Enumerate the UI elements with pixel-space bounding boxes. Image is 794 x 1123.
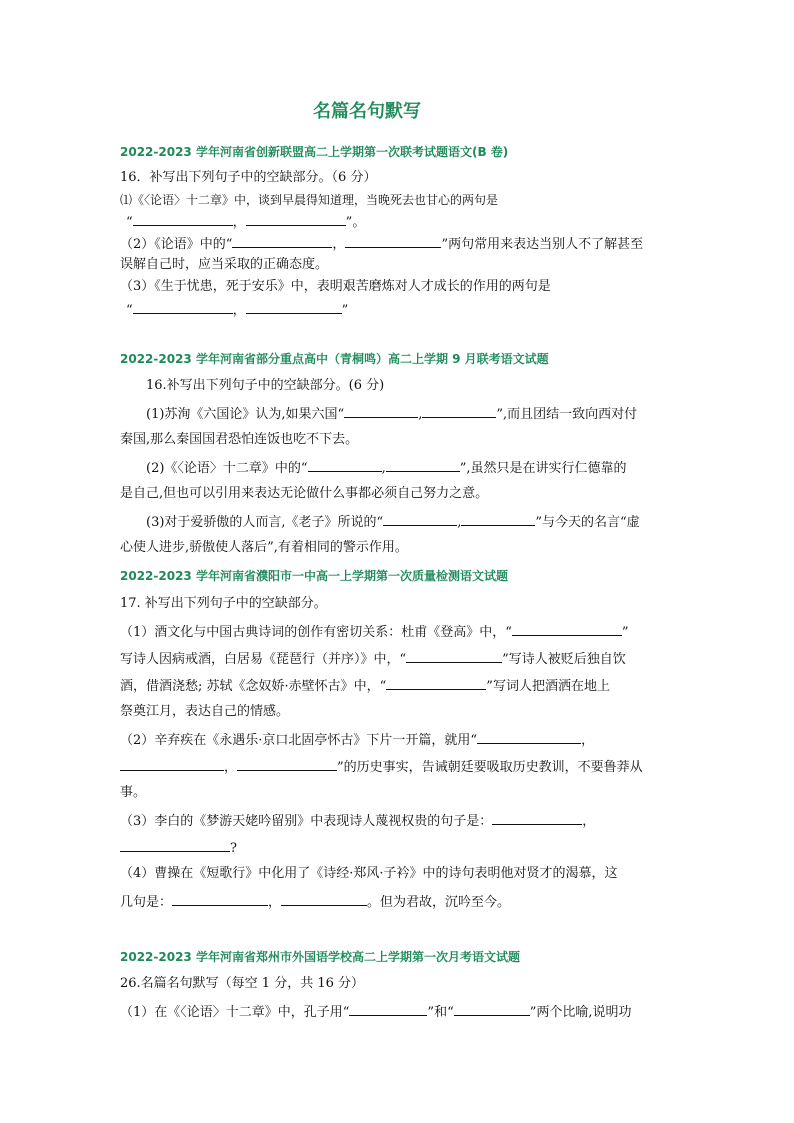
- question-line: 16.补写出下列句子中的空缺部分。(6 分): [146, 378, 385, 393]
- answer-blank: [461, 513, 535, 526]
- question-line: （1）酒文化与中国古典诗词的创作有密切关系：杜甫《登高》中，“ ”: [120, 625, 629, 640]
- answer-blank: [386, 459, 460, 472]
- section-heading: 2022-2023 学年河南省创新联盟高二上学期第一次联考试题语文(B 卷): [120, 145, 509, 159]
- question-line: 26.名篇名句默写（每空 1 分，共 16 分）: [120, 976, 365, 991]
- answer-blank: [246, 213, 346, 226]
- answer-blank: [386, 677, 486, 690]
- question-line: 心使人进步,骄傲使人落后”,有着相同的警示作用。: [120, 540, 408, 555]
- question-line: “ ， ”: [126, 303, 349, 318]
- question-line: “ ， ”。: [126, 215, 366, 230]
- answer-blank: [246, 301, 342, 314]
- answer-blank: [133, 213, 233, 226]
- question-line: ， ”的历史事实，告诫朝廷要吸取历史教训，不要鲁莽从: [120, 758, 643, 776]
- question-line: 秦国,那么秦国国君恐怕连饭也吃不下去。: [120, 432, 359, 447]
- answer-blank: [454, 1003, 530, 1016]
- answer-blank: [133, 301, 233, 314]
- answer-blank: [422, 405, 496, 418]
- answer-blank: [120, 839, 230, 852]
- answer-blank: [349, 1003, 427, 1016]
- question-line: 几句是： ， 。但为君故，沉吟至今。: [120, 895, 511, 910]
- question-line: 17. 补写出下列句子中的空缺部分。: [120, 596, 327, 611]
- question-line: 16．补写出下列句子中的空缺部分。（6 分）: [120, 170, 377, 185]
- question-line: 祭奠江月，表达自己的情感。: [120, 704, 290, 719]
- question-line: 酒，借酒浇愁; 苏轼《念奴娇·赤壁怀古》中，“ ”写词人把酒洒在地上: [120, 679, 610, 694]
- question-line: ?: [120, 839, 237, 857]
- answer-blank: [477, 731, 581, 744]
- question-line: (2)《〈论语〉十二章》中的“ , ”,虽然只是在讲实行仁德靠的: [146, 461, 627, 476]
- question-line: （2）《论语》中的“ ， ”两句常用来表达当别人不了解甚至: [120, 237, 644, 252]
- question-line: ⑴《〈论语〉十二章》中，谈到早晨得知道理，当晚死去也甘心的两句是: [120, 193, 499, 207]
- section-heading: 2022-2023 学年河南省郑州市外国语学校高二上学期第一次月考语文试题: [120, 950, 520, 964]
- answer-blank: [237, 758, 337, 771]
- question-line: （4）曹操在《短歌行》中化用了《诗经·郑风·子衿》中的诗句表明他对贤才的渴慕，这: [120, 866, 618, 881]
- answer-blank: [406, 650, 502, 663]
- answer-blank: [512, 623, 622, 636]
- answer-blank: [344, 405, 418, 418]
- question-line: （3）李白的《梦游天姥吟留别》中表现诗人蔑视权贵的句子是： ，: [120, 814, 596, 829]
- answer-blank: [232, 235, 332, 248]
- question-line: （1）在《〈论语〉十二章》中，孔子用“ ”和“ ”两个比喻,说明功: [120, 1005, 632, 1020]
- section-heading: 2022-2023 学年河南省濮阳市一中高一上学期第一次质量检测语文试题: [120, 569, 508, 583]
- question-line: 事。: [120, 785, 147, 800]
- question-line: （3）《生于忧患，死于安乐》中，表明艰苦磨炼对人才成长的作用的两句是: [120, 279, 551, 294]
- question-line: (3)对于爱骄傲的人而言,《老子》所说的“ , ”与今天的名言“虚: [146, 515, 640, 530]
- page-title: 名篇名句默写: [313, 101, 421, 122]
- question-line: 误解自己时，应当采取的正确态度。: [120, 257, 329, 272]
- answer-blank: [281, 893, 367, 906]
- answer-blank: [120, 758, 224, 771]
- question-line: （2）辛弃疾在《永遇乐·京口北固亭怀古》下片一开篇，就用“ ，: [120, 733, 595, 748]
- answer-blank: [383, 513, 457, 526]
- question-line: 写诗人因病戒酒，白居易《琵琶行（并序）》中，“ ”写诗人被贬后独自饮: [120, 652, 626, 667]
- question-line: (1)苏洵《六国论》认为,如果六国“ , ”,而且团结一致向西对付: [146, 407, 638, 422]
- section-heading: 2022-2023 学年河南省部分重点高中（青桐鸣）高二上学期 9 月联考语文试题: [120, 352, 549, 366]
- question-line: 是自己,但也可以引用来表达无论做什么事都必须自己努力之意。: [120, 486, 489, 501]
- answer-blank: [172, 893, 268, 906]
- answer-blank: [345, 235, 441, 248]
- answer-blank: [492, 812, 582, 825]
- answer-blank: [308, 459, 382, 472]
